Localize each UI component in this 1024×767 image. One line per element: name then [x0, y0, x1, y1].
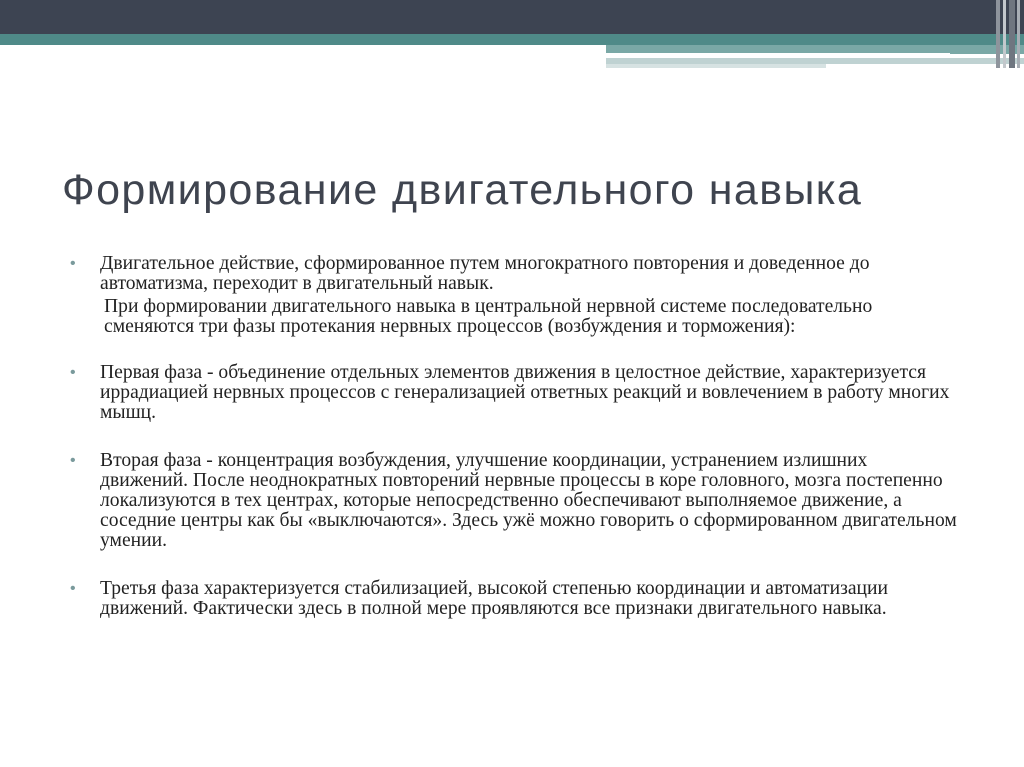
header-vertical-stripe: [1017, 0, 1020, 68]
bullet-icon: •: [70, 255, 76, 272]
bullet-icon: •: [70, 364, 76, 381]
bullet-text: Третья фаза характеризуется стабилизацией, высокой степенью координации и автоматизации движений. Фактически здесь в полной мере проявляются все признаки двигательного навыка.: [100, 578, 888, 619]
bullet-icon: •: [70, 452, 76, 469]
bullet-item: [70, 363, 960, 423]
slide-title: Формирование двигательного навыка: [62, 166, 863, 214]
header-accent-line: [606, 53, 950, 56]
bullet-item: [70, 579, 960, 619]
bullet-subtext: При формировании двигательного навыка в центральной нервной системе последовательно сменяются три фазы протекания нервных процессов (возбуждения и торможения):: [104, 296, 873, 337]
bullet-text: Первая фаза - объединение отдельных элементов движения в целостное действие, характеризуется иррадиацией нервных процессов с генерализацией ответных реакций и вовлечением в работу многих мышц.: [100, 362, 950, 423]
header-vertical-stripe: [996, 0, 1000, 68]
bullet-icon: •: [70, 580, 76, 597]
header-vertical-stripe: [1003, 0, 1006, 68]
header-dark-band: [0, 0, 1024, 34]
bullet-item: [70, 451, 960, 551]
bullet-item: [70, 254, 960, 294]
bullet-text: Вторая фаза - концентрация возбуждения, улучшение координации, устранением излишних движений. После неоднократных повторений нервные процессы в коре головного, мозга постепенно локализуются в тех центрах, которые непосредственно обеспечивают выполняемое движение, а соседние центры как бы «выключаются». Здесь ужё можно говорить о сформированном двигательном умении.: [100, 450, 957, 551]
header-vertical-stripe: [1009, 0, 1015, 68]
bullet-text: Двигательное действие, сформированное путем многократного повторения и доведенное до автоматизма, переходит в двигательный навык.: [100, 253, 870, 294]
header-accent-band-faint: [606, 64, 826, 68]
header-teal-band: [0, 34, 1024, 45]
slide-body: [70, 254, 960, 619]
